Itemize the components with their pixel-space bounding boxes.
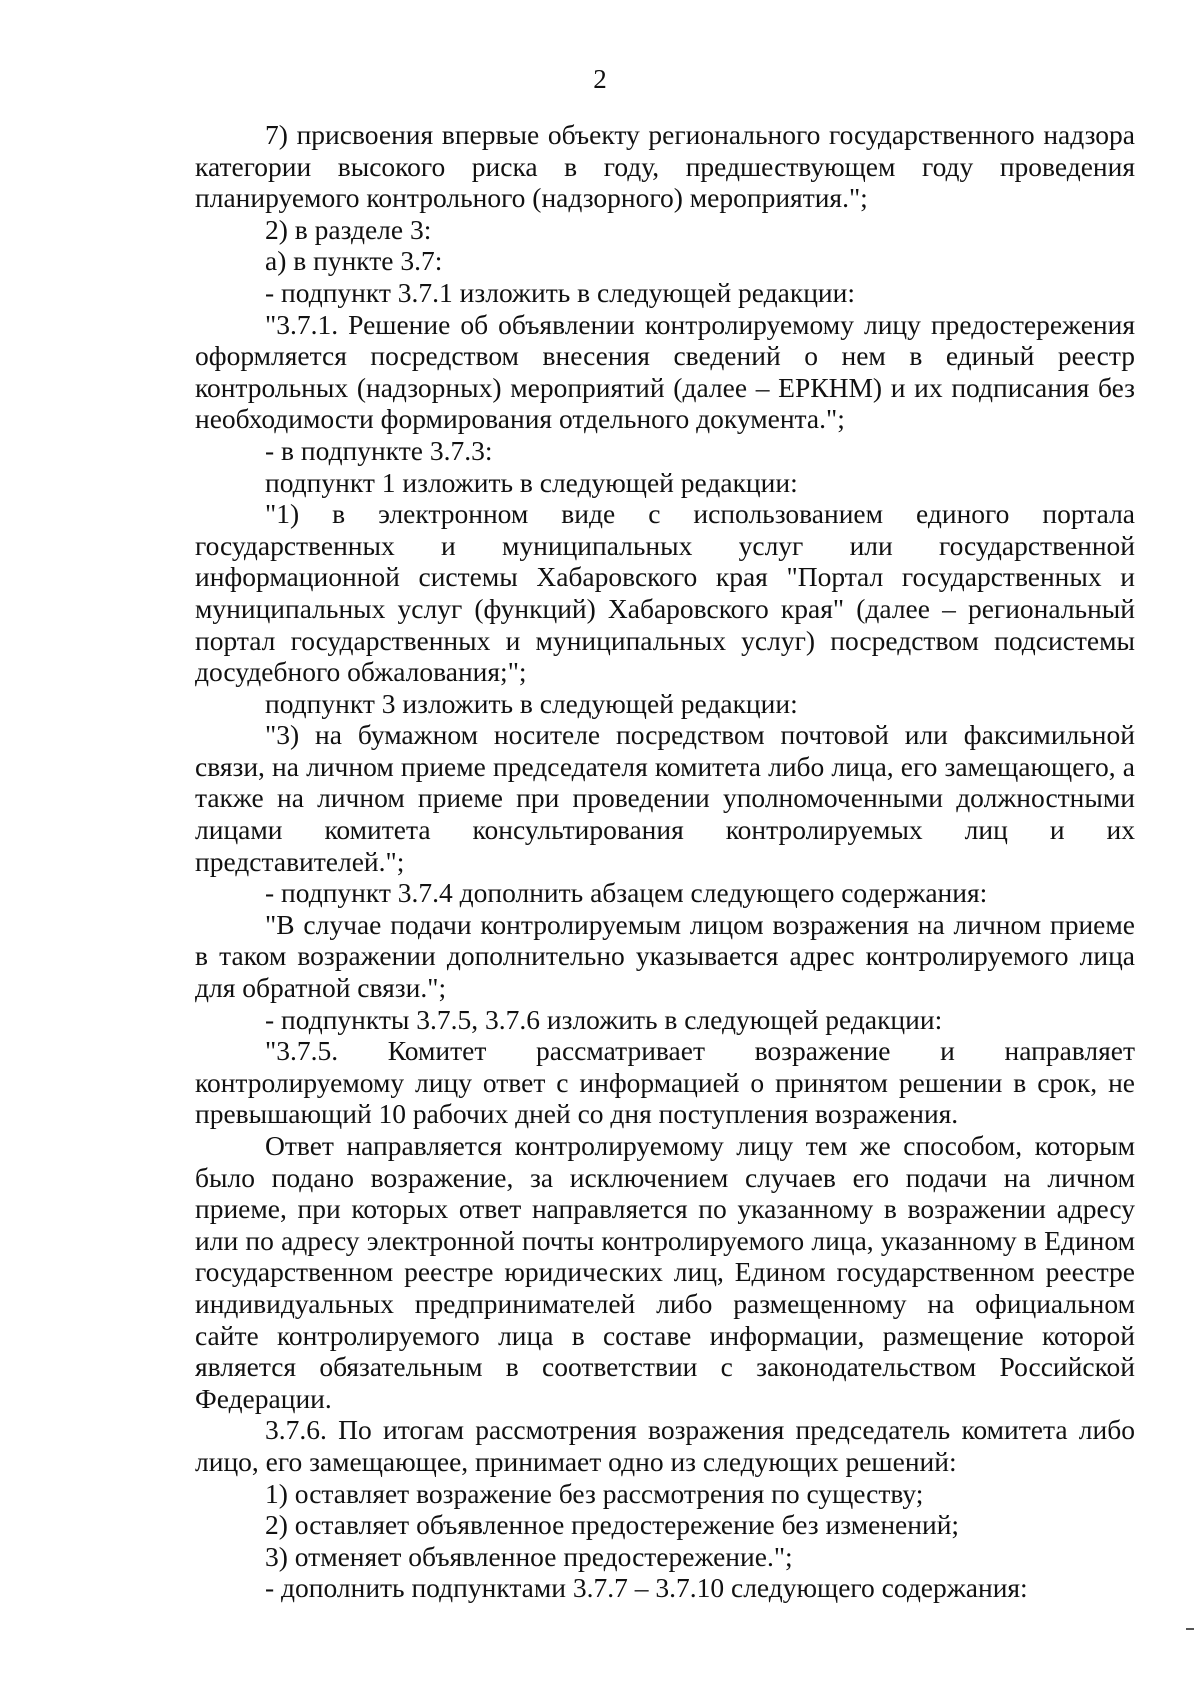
- paragraph: - подпункты 3.7.5, 3.7.6 изложить в следующей редакции:: [265, 1003, 943, 1035]
- paragraph: 3) отменяет объявленное предостережение.";: [265, 1540, 793, 1572]
- scan-edge-mark: [1186, 1628, 1194, 1630]
- paragraph: "В случае подачи контролируемым лицом возражения на личном приеме в таком возражении дополнительно указывается адрес контролируемого лица для обратной связи.";: [195, 908, 1135, 1004]
- paragraph: "3.7.1. Решение об объявлении контролируемому лицу предостережения оформляется посредством внесения сведений о нем в единый реестр контрольных (надзорных) мероприятий (далее – ЕРКНМ) и их подписания без необходимости формирования отдельного документа.";: [195, 308, 1135, 435]
- document-body: [195, 119, 1135, 1604]
- paragraph: - подпункт 3.7.1 изложить в следующей редакции:: [265, 276, 856, 308]
- paragraph: 2) в разделе 3:: [265, 213, 432, 245]
- paragraph: 7) присвоения впервые объекту регионального государственного надзора категории высокого риска в году, предшествующем году проведения планируемого контрольного (надзорного) мероприятия.";: [195, 119, 1135, 214]
- paragraph: - в подпункте 3.7.3:: [265, 434, 493, 466]
- paragraph: а) в пункте 3.7:: [265, 245, 443, 277]
- paragraph: 2) оставляет объявленное предостережение без изменений;: [265, 1509, 960, 1541]
- paragraph: "3) на бумажном носителе посредством почтовой или факсимильной связи, на личном приеме председателя комитета либо лица, его замещающего, а также на личном приеме при проведении уполномоченными должностными лицами комитета консультирования контролируемых лиц и их представителей.";: [195, 719, 1135, 877]
- paragraph: "1) в электронном виде с использованием единого портала государственных и муниципальных услуг или государственной информационной системы Хабаровского края "Портал государственных и муниципальных услуг (функций) Хабаровского края" (далее – региональный портал государственных и муниципальных услуг) посредством подсистемы досудебного обжалования;";: [195, 498, 1135, 688]
- paragraph: Ответ направляется контролируемому лицу тем же способом, которым было подано возражение, за исключением случаев его подачи на личном приеме, при которых ответ направляется по указанному в возражении адресу или по адресу электронной почты контролируемого лица, указанному в Едином государственном реестре юридических лиц, Едином государственном реестре индивидуальных предпринимателей либо размещенному на официальном сайте контролируемого лица в составе информации, размещение которой является обязательным в соответствии с законодательством Российской Федерации.: [195, 1130, 1135, 1414]
- paragraph: - подпункт 3.7.4 дополнить абзацем следующего содержания:: [265, 877, 988, 909]
- paragraph: "3.7.5. Комитет рассматривает возражение и направляет контролируемому лицу ответ с информацией о принятом решении в срок, не превышающий 10 рабочих дней со дня поступления возражения.: [195, 1035, 1135, 1130]
- paragraph: - дополнить подпунктами 3.7.7 – 3.7.10 следующего содержания:: [265, 1572, 1028, 1604]
- paragraph: подпункт 3 изложить в следующей редакции:: [265, 687, 798, 719]
- page-number: 2: [593, 64, 607, 94]
- paragraph: 3.7.6. По итогам рассмотрения возражения председатель комитета либо лицо, его замещающее, принимает одно из следующих решений:: [195, 1414, 1135, 1477]
- paragraph: 1) оставляет возражение без рассмотрения по существу;: [265, 1477, 924, 1509]
- paragraph: подпункт 1 изложить в следующей редакции:: [265, 466, 798, 498]
